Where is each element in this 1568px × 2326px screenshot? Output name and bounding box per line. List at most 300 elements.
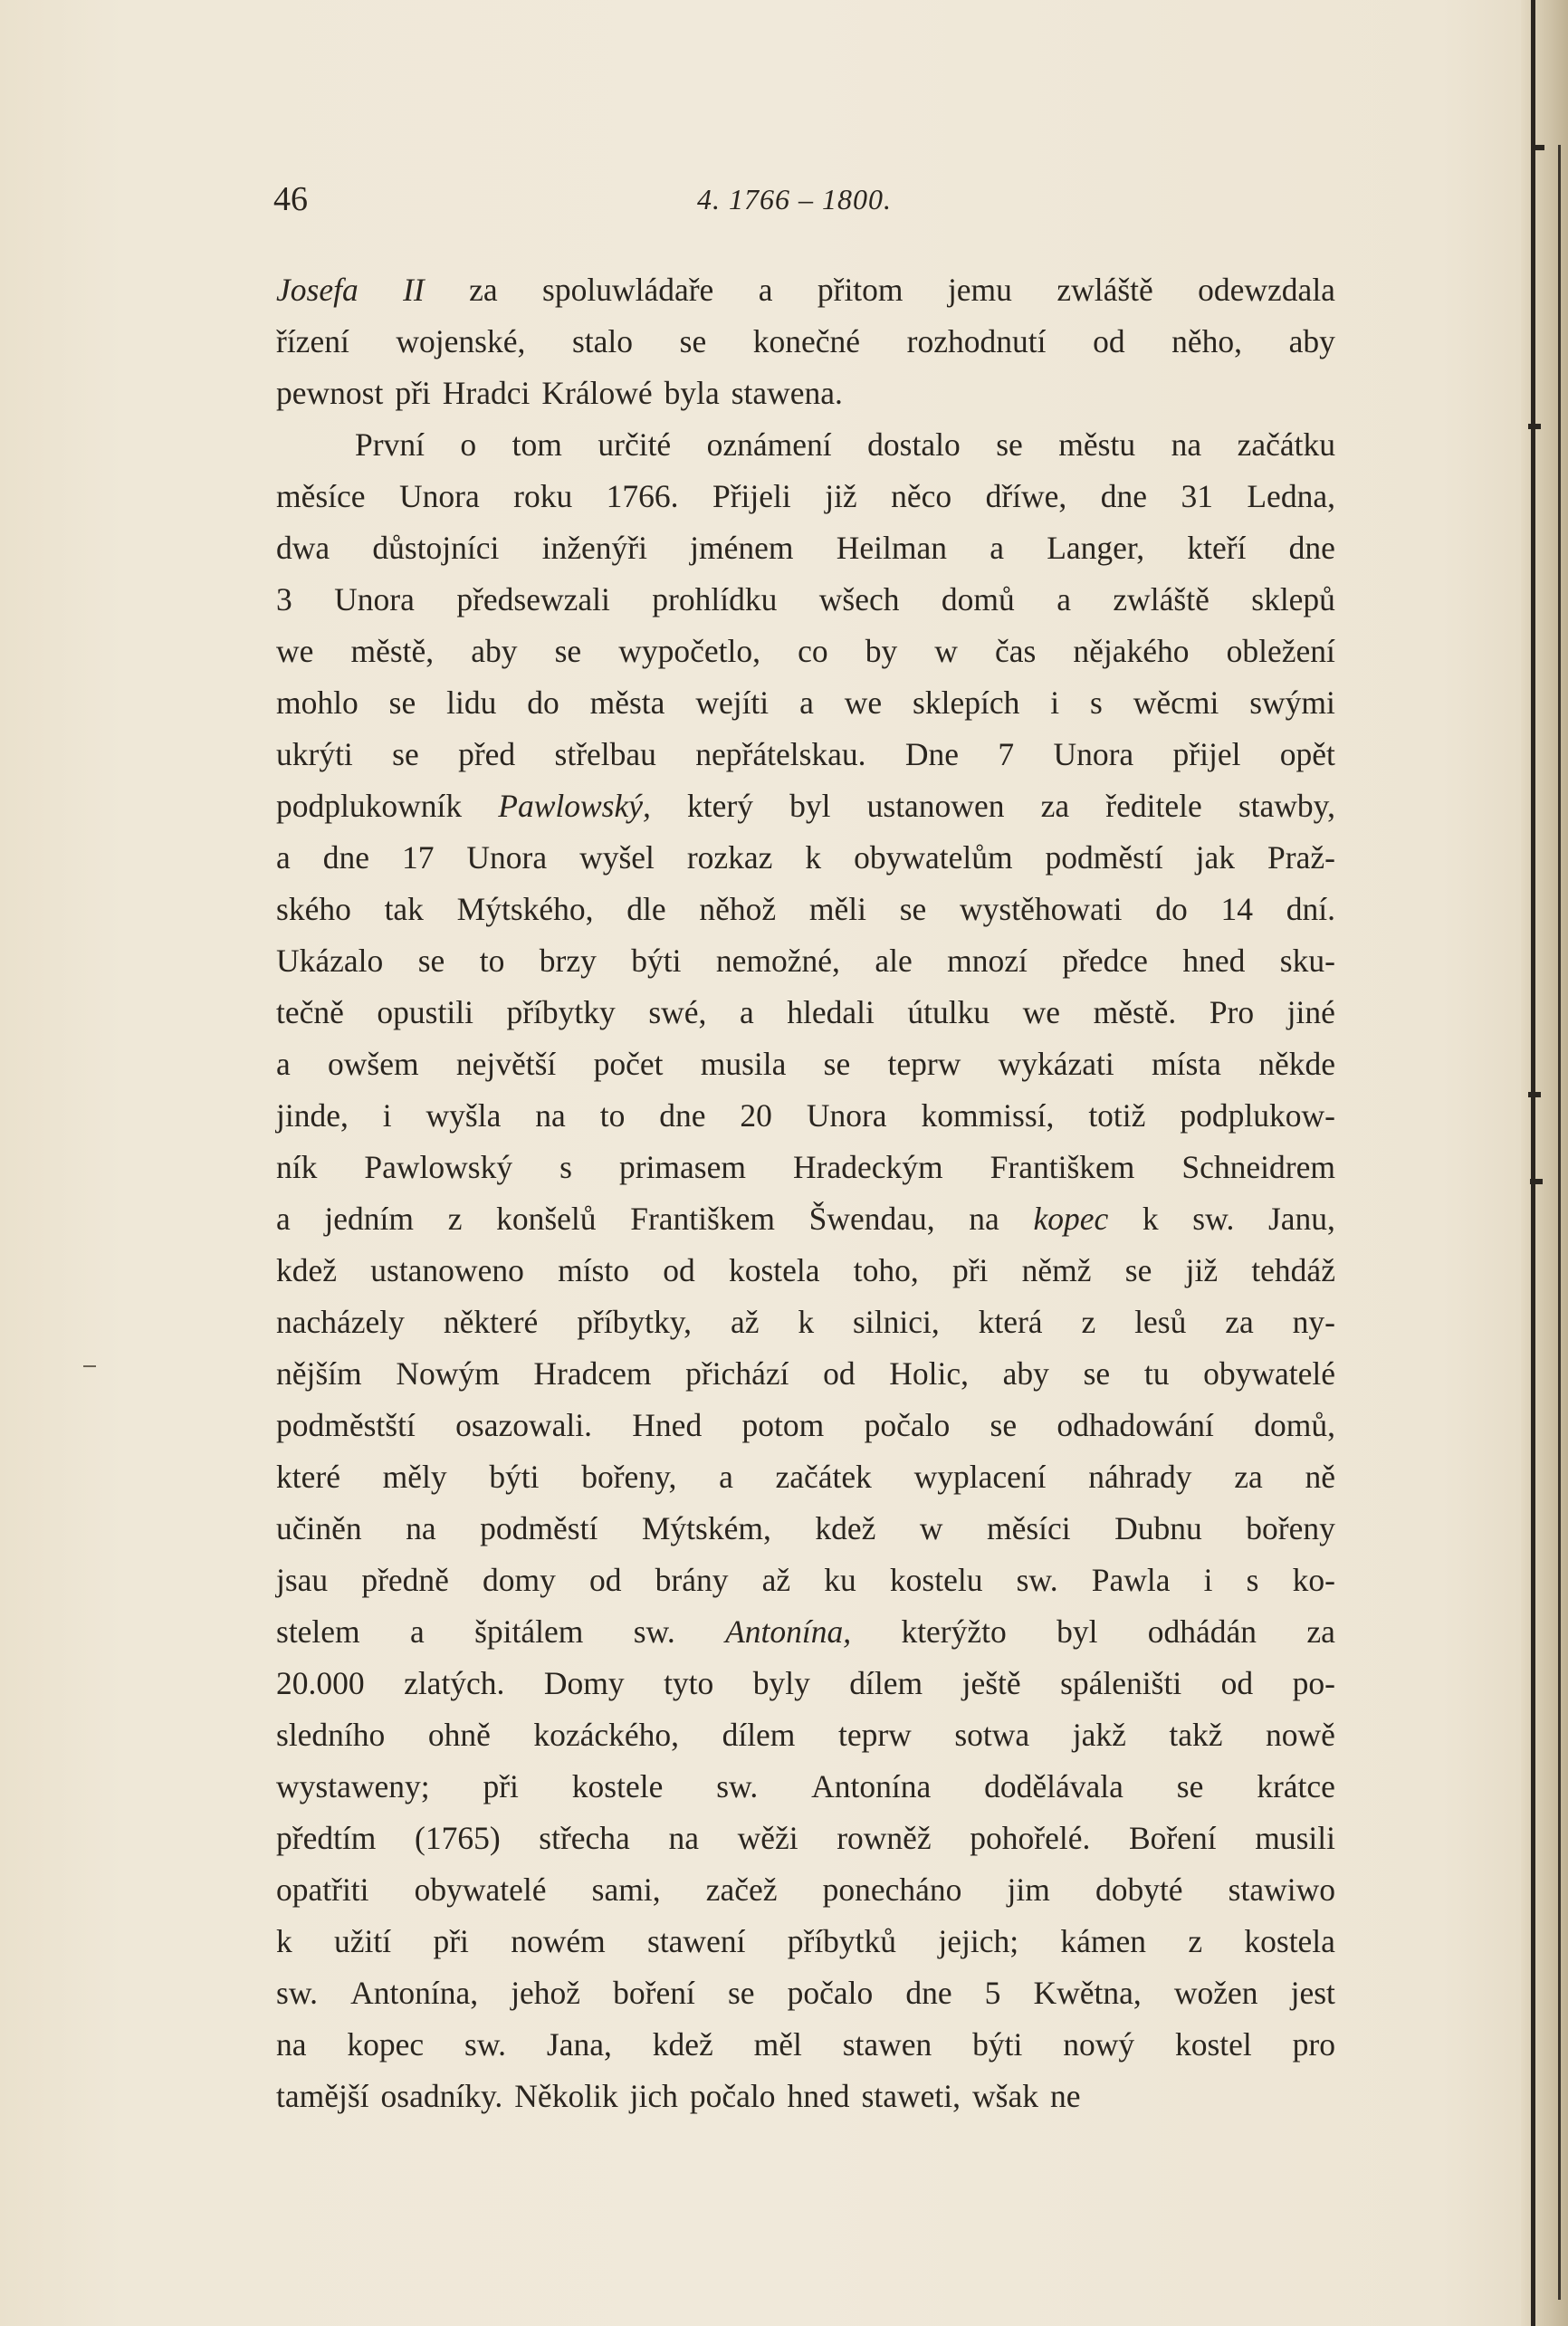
word: Pawla: [1091, 1562, 1171, 1598]
edge-mark: [1528, 424, 1541, 429]
word: Unora: [466, 839, 548, 876]
word: stawiwo: [1228, 1871, 1335, 1908]
word: byl: [1056, 1613, 1098, 1650]
word: pewnost: [276, 375, 384, 411]
word: wyplacení: [913, 1459, 1047, 1495]
word: we: [276, 633, 314, 669]
word: wěcmi: [1133, 684, 1219, 721]
word: Antonína: [811, 1768, 932, 1804]
word: dní.: [1286, 891, 1335, 927]
text-line: [276, 626, 1335, 677]
word: Pro: [1209, 994, 1255, 1030]
word: 5: [984, 1975, 1001, 2011]
text-line: [276, 677, 1335, 729]
word: řízení: [276, 323, 349, 359]
text-line: [276, 264, 1335, 316]
word: wypočetlo,: [618, 633, 761, 669]
word: ského: [276, 891, 351, 927]
word: němž: [1021, 1252, 1092, 1288]
word: wyšel: [579, 839, 655, 876]
word: střecha: [539, 1820, 630, 1856]
text-line: [276, 1555, 1335, 1606]
word: městě.: [1093, 994, 1177, 1030]
word: jménem: [690, 530, 794, 566]
word: dílem: [849, 1665, 923, 1701]
word: Unora: [806, 1097, 887, 1134]
word: příbytky,: [577, 1304, 693, 1340]
word: kostelu: [889, 1562, 983, 1598]
word: stalo: [571, 323, 634, 359]
word: dne: [659, 1097, 706, 1134]
word: Hradci: [442, 375, 531, 411]
word: dne: [1100, 478, 1147, 514]
body-text: [276, 264, 1335, 2122]
word: domy: [483, 1562, 556, 1598]
text-line: [276, 1400, 1335, 1451]
word: byla: [664, 375, 720, 411]
word: při: [433, 1923, 469, 1959]
word: Schneidrem: [1181, 1149, 1335, 1185]
word: wšech: [818, 581, 900, 617]
page-edge-line: [1558, 145, 1561, 2300]
text-line: [276, 1813, 1335, 1864]
word: jejich;: [938, 1923, 1019, 1959]
word: místa: [1152, 1046, 1221, 1082]
edge-mark: [1532, 145, 1544, 150]
word: od: [663, 1252, 695, 1288]
word: rowněž: [837, 1820, 932, 1856]
word: obywatelům: [854, 839, 1013, 876]
word: měsíci: [986, 1510, 1071, 1546]
word: Ukázalo: [276, 943, 384, 979]
word: Františkem: [630, 1201, 775, 1237]
word: při: [395, 375, 431, 411]
word: wožen: [1173, 1975, 1258, 2011]
text-line: [276, 1916, 1335, 1967]
word: ustanoweno: [370, 1252, 524, 1288]
word: určité: [598, 426, 672, 463]
word: od: [823, 1355, 856, 1392]
word: býti: [972, 2026, 1023, 2063]
text-line: [276, 1348, 1335, 1400]
word: dříwe,: [985, 478, 1067, 514]
word: za: [1306, 1613, 1335, 1650]
word: ny-: [1292, 1304, 1335, 1340]
word: čas: [994, 633, 1037, 669]
running-head: 4. 1766 – 1800.: [697, 183, 892, 215]
word: před: [458, 736, 516, 772]
word: na: [1171, 426, 1202, 463]
word: ku: [824, 1562, 856, 1598]
word: takž: [1169, 1717, 1223, 1753]
word: 7: [998, 736, 1015, 772]
word: ustanowen: [866, 788, 1005, 824]
word: sledního: [276, 1717, 386, 1753]
word: owšem: [328, 1046, 419, 1082]
word: z: [447, 1201, 463, 1237]
word: lidu: [446, 684, 497, 721]
word: Antonína,: [350, 1975, 479, 2011]
word: se: [727, 1975, 755, 2011]
word: jak: [1195, 839, 1236, 876]
word: podměstí: [1045, 839, 1163, 876]
word: ponecháno: [822, 1871, 962, 1908]
word: střelbau: [554, 736, 656, 772]
word: již: [825, 478, 857, 514]
word: sw.: [1192, 1201, 1235, 1237]
text-line: [276, 935, 1335, 987]
word: a: [410, 1613, 425, 1650]
word: jakž: [1072, 1717, 1126, 1753]
word: která: [978, 1304, 1043, 1340]
word: a: [719, 1459, 733, 1495]
edge-mark: [1528, 1092, 1541, 1097]
word: nějakého: [1073, 633, 1190, 669]
page-header: [272, 174, 1343, 225]
word: kterýžto: [901, 1613, 1007, 1650]
word: a: [1056, 581, 1071, 617]
word: 20.000: [276, 1665, 365, 1701]
word: wěži: [737, 1820, 798, 1856]
word: se: [1176, 1768, 1204, 1804]
word: w: [919, 1510, 943, 1546]
word: ne: [1049, 2078, 1081, 2114]
word: kozáckého,: [533, 1717, 680, 1753]
word: za: [469, 272, 498, 308]
word: počalo: [864, 1407, 951, 1443]
word: který: [687, 788, 753, 824]
word: Pawlowský: [364, 1149, 513, 1185]
word: byly: [752, 1665, 810, 1701]
word: opustili: [377, 994, 473, 1030]
word: sku-: [1279, 943, 1335, 979]
word: od: [1093, 323, 1125, 359]
word: tom: [512, 426, 562, 463]
word: ně: [1305, 1459, 1335, 1495]
word: musili: [1255, 1820, 1335, 1856]
word: wyšla: [425, 1097, 502, 1134]
word: konšelů: [496, 1201, 597, 1237]
word: toho,: [853, 1252, 919, 1288]
word: wystěhowati: [960, 891, 1123, 927]
word: již: [1185, 1252, 1219, 1288]
word: odhádán: [1147, 1613, 1257, 1650]
word: při: [951, 1252, 989, 1288]
word: až: [761, 1562, 791, 1598]
word: jiné: [1286, 994, 1335, 1030]
word: i: [382, 1097, 392, 1134]
word: tak: [384, 891, 424, 927]
word: dne: [905, 1975, 952, 2011]
word: hledali: [787, 994, 875, 1030]
word: i: [1203, 1562, 1213, 1598]
word: dodělávala: [984, 1768, 1123, 1804]
word: Pawlowský,: [498, 788, 651, 824]
word: primasem: [619, 1149, 746, 1185]
text-line: [276, 1090, 1335, 1142]
word: měl: [753, 2026, 802, 2063]
word: nacházely: [276, 1304, 405, 1340]
word: 17: [401, 839, 435, 876]
word: zwláště: [1056, 272, 1153, 308]
word: ník: [276, 1149, 318, 1185]
word: kostele: [571, 1768, 664, 1804]
word: brzy: [539, 943, 597, 979]
stray-mark: [83, 1365, 96, 1367]
word: 20: [740, 1097, 772, 1134]
text-line: [276, 987, 1335, 1039]
word: se: [1083, 1355, 1111, 1392]
word: začátku: [1237, 426, 1335, 463]
word: Janu,: [1267, 1201, 1335, 1237]
word: z: [1081, 1304, 1096, 1340]
word: ředitele: [1105, 788, 1202, 824]
word: a: [739, 994, 754, 1030]
word: něho,: [1171, 323, 1243, 359]
word: začátek: [775, 1459, 872, 1495]
text-line: [276, 1503, 1335, 1555]
word: ještě: [961, 1665, 1021, 1701]
word: kámen: [1060, 1923, 1147, 1959]
word: aby: [1002, 1355, 1049, 1392]
word: aby: [471, 633, 518, 669]
word: ko-: [1292, 1562, 1335, 1598]
word: něco: [891, 478, 952, 514]
word: i: [1050, 684, 1060, 721]
page-number: 46: [273, 180, 308, 218]
word: sw.: [633, 1613, 675, 1650]
word: wojenské,: [396, 323, 526, 359]
text-line: [276, 1864, 1335, 1916]
word: útulku: [907, 994, 990, 1030]
word: učiněn: [276, 1510, 362, 1546]
word: za: [1234, 1459, 1263, 1495]
word: nějším: [276, 1355, 362, 1392]
word: Jana,: [546, 2026, 612, 2063]
word: obywatelé: [1203, 1355, 1335, 1392]
word: jedním: [324, 1201, 415, 1237]
word: býti: [631, 943, 682, 979]
word: to: [599, 1097, 626, 1134]
word: sw.: [276, 1975, 319, 2011]
word: teprw: [837, 1717, 912, 1753]
word: odewzdala: [1198, 272, 1335, 308]
text-line: [276, 832, 1335, 884]
text-line: [276, 1967, 1335, 2019]
text-line: [276, 729, 1335, 780]
word: se: [388, 684, 416, 721]
word: jinde,: [276, 1097, 349, 1134]
word: sw.: [1016, 1562, 1058, 1598]
word: Dne: [904, 736, 960, 772]
word: kommissí,: [921, 1097, 1055, 1134]
word: Několik: [514, 2078, 618, 2114]
word: (1765): [415, 1820, 501, 1856]
word: Josefa: [276, 272, 359, 308]
word: Holic,: [889, 1355, 970, 1392]
word: rozhodnutí: [906, 323, 1047, 359]
word: totiž: [1088, 1097, 1146, 1134]
word: předně: [361, 1562, 449, 1598]
word: swými: [1249, 684, 1335, 721]
word: počalo: [689, 2078, 776, 2114]
word: příbytků: [787, 1923, 897, 1959]
word: w: [934, 633, 958, 669]
word: spáleništi: [1060, 1665, 1182, 1701]
word: dílem: [722, 1717, 796, 1753]
word: sw.: [464, 2026, 507, 2063]
word: s: [1246, 1562, 1259, 1598]
word: inženýři: [541, 530, 647, 566]
word: sw.: [716, 1768, 759, 1804]
word: opatřiti: [276, 1871, 369, 1908]
word: některé: [443, 1304, 539, 1340]
text-line: [276, 1193, 1335, 1245]
word: roku: [513, 478, 573, 514]
word: kostela: [1244, 1923, 1335, 1959]
word: Heilman: [836, 530, 947, 566]
word: měsíce: [276, 478, 366, 514]
word: na: [535, 1097, 566, 1134]
word: ukrýti: [276, 736, 353, 772]
text-line: [276, 2019, 1335, 2071]
word: bořeny: [1246, 1510, 1335, 1546]
word: jim: [1007, 1871, 1050, 1908]
word: Šwendau,: [808, 1201, 935, 1237]
word: obležení: [1226, 633, 1335, 669]
word: dne: [1288, 530, 1335, 566]
word: do: [1155, 891, 1188, 927]
text-line: [276, 419, 1335, 471]
edge-mark: [1530, 1179, 1543, 1184]
word: staweti,: [861, 2078, 961, 2114]
text-line: [276, 1297, 1335, 1348]
word: rozkaz: [686, 839, 773, 876]
word: přitom: [817, 272, 904, 308]
word: Nowým: [396, 1355, 500, 1392]
word: sklepích: [913, 684, 1020, 721]
word: bořeny,: [581, 1459, 677, 1495]
word: předtím: [276, 1820, 377, 1856]
word: Praž-: [1267, 839, 1335, 876]
word: we: [844, 684, 883, 721]
word: počet: [593, 1046, 664, 1082]
word: silnici,: [853, 1304, 940, 1340]
word: býti: [489, 1459, 540, 1495]
word: se: [823, 1046, 851, 1082]
word: Unora: [334, 581, 415, 617]
word: kopec: [1033, 1201, 1109, 1237]
word: kdež: [276, 1252, 338, 1288]
word: po-: [1292, 1665, 1335, 1701]
text-line: [276, 2071, 1335, 2122]
word: kteří: [1187, 530, 1247, 566]
word: počalo: [787, 1975, 874, 2011]
word: na: [276, 2026, 307, 2063]
word: přichází: [685, 1355, 789, 1392]
word: tu: [1143, 1355, 1170, 1392]
word: lesů: [1134, 1304, 1187, 1340]
word: a: [990, 530, 1004, 566]
word: to: [479, 943, 505, 979]
word: Antonína,: [725, 1613, 852, 1650]
word: místo: [558, 1252, 629, 1288]
word: jich: [629, 2078, 678, 2114]
word: we: [1022, 994, 1061, 1030]
word: domů: [941, 581, 1015, 617]
word: podplukow-: [1180, 1097, 1335, 1134]
word: něhož: [699, 891, 777, 927]
word: stawen: [842, 2026, 932, 2063]
text-line: [276, 1658, 1335, 1709]
word: Unora: [1053, 736, 1134, 772]
word: hned: [1182, 943, 1246, 979]
word: swé,: [648, 994, 707, 1030]
word: byl: [789, 788, 831, 824]
word: 14: [1220, 891, 1253, 927]
word: tyto: [664, 1665, 714, 1701]
word: opět: [1279, 736, 1335, 772]
word: kostel: [1174, 2026, 1252, 2063]
word: městu: [1058, 426, 1136, 463]
word: mohlo: [276, 684, 359, 721]
text-line: [276, 522, 1335, 574]
word: obywatelé: [414, 1871, 547, 1908]
word: co: [798, 633, 828, 669]
word: za: [1225, 1304, 1254, 1340]
text-line: [276, 1039, 1335, 1090]
word: důstojníci: [372, 530, 500, 566]
word: příbytky: [506, 994, 616, 1030]
word: a: [276, 839, 291, 876]
word: kdež: [652, 2026, 713, 2063]
word: se: [679, 323, 707, 359]
word: jehož: [511, 1975, 581, 2011]
word: předsewzali: [456, 581, 610, 617]
word: se: [990, 1407, 1018, 1443]
word: městě,: [350, 633, 435, 669]
text-line: [276, 1245, 1335, 1297]
text-line: [276, 316, 1335, 368]
word: náhrady: [1088, 1459, 1192, 1495]
word: a: [276, 1046, 291, 1082]
word: od: [1220, 1665, 1254, 1701]
word: dobyté: [1095, 1871, 1183, 1908]
word: nepřátelskau.: [695, 736, 866, 772]
page-edge: [1521, 0, 1568, 2326]
word: 31: [1181, 478, 1213, 514]
word: krátce: [1257, 1768, 1335, 1804]
text-line: [276, 574, 1335, 626]
word: nemožné,: [715, 943, 840, 979]
word: o: [460, 426, 477, 463]
text-line: [276, 780, 1335, 832]
word: odhadowání: [1056, 1407, 1214, 1443]
word: které: [276, 1459, 340, 1495]
word: wšak: [972, 2078, 1038, 2114]
text-line: [276, 884, 1335, 935]
word: dle: [626, 891, 666, 927]
word: začež: [705, 1871, 778, 1908]
word: až: [730, 1304, 760, 1340]
word: Kwětna,: [1033, 1975, 1142, 2011]
word: wejíti: [695, 684, 770, 721]
word: zwláště: [1113, 581, 1209, 617]
word: někde: [1258, 1046, 1335, 1082]
word: wykázati: [998, 1046, 1114, 1082]
word: nowý: [1063, 2026, 1135, 2063]
word: dostalo: [867, 426, 961, 463]
